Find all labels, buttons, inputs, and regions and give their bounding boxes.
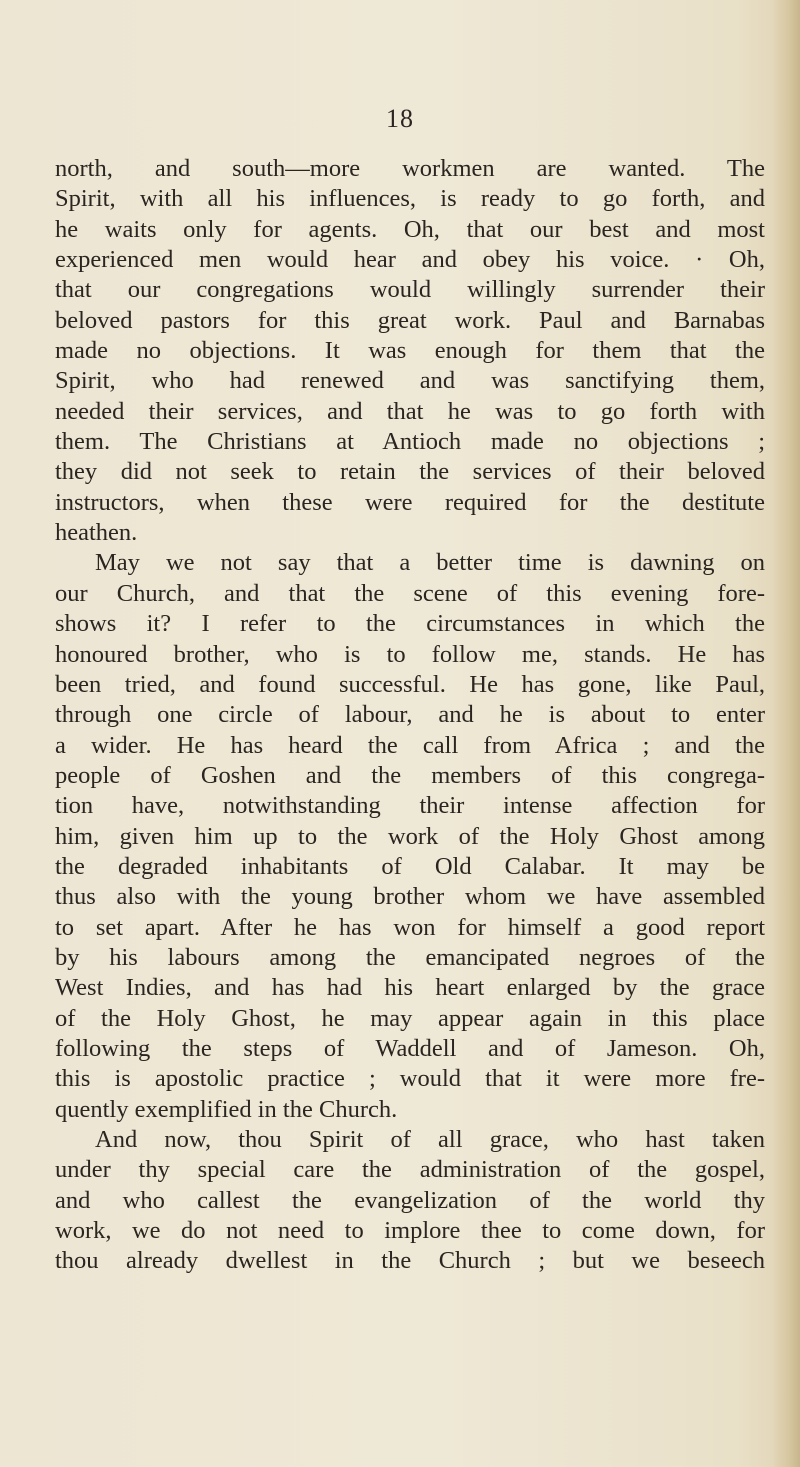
body-text [55,154,765,1277]
text-line: a wider. He has heard the call from Africa ; and the [55,731,765,759]
text-line: through one circle of labour, and he is about to enter [55,701,765,729]
text-line: thus also with the young brother whom we have assembled [55,883,765,911]
text-line: that our congregations would willingly surrender their [55,276,765,304]
text-line: May we not say that a better time is dawning on [95,549,765,577]
text-line: Spirit, with all his influences, is ready to go forth, and [55,185,765,213]
text-line: experienced men would hear and obey his voice. · Oh, [55,246,765,274]
text-line: they did not seek to retain the services of their beloved [55,458,765,486]
text-line: them. The Christians at Antioch made no objections ; [55,428,765,456]
text-line: quently exemplified in the Church. [55,1095,398,1123]
text-line: this is apostolic practice ; would that it were more fre- [55,1065,765,1093]
text-line: And now, thou Spirit of all grace, who hast taken [95,1126,765,1153]
text-line: north, and south—more workmen are wanted. The [55,155,765,182]
page-edge-shadow [772,0,800,1467]
text-line: thou already dwellest in the Church ; but we beseech [55,1247,765,1275]
text-line: West Indies, and has had his heart enlarged by the grace [55,974,765,1002]
text-line: made no objections. It was enough for them that the [55,337,765,365]
text-line: by his labours among the emancipated negroes of the [55,943,765,971]
text-line: to set apart. After he has won for himself a good report [55,913,765,941]
text-line: people of Goshen and the members of this congrega- [55,761,765,789]
page-number: 18 [386,104,414,133]
text-line: tion have, notwithstanding their intense affection for [55,792,765,820]
text-line: he waits only for agents. Oh, that our best and most [55,215,765,243]
text-line: been tried, and found successful. He has gone, like Paul, [55,670,765,698]
text-line: and who callest the evangelization of the world thy [55,1186,765,1214]
text-line: honoured brother, who is to follow me, stands. He has [55,640,765,668]
text-line: under thy special care the administration of the gospel, [55,1156,765,1184]
text-line: him, given him up to the work of the Holy Ghost among [55,822,765,850]
text-line: instructors, when these were required for the destitute [55,488,765,516]
text-line: of the Holy Ghost, he may appear again in this place [55,1004,765,1032]
text-line: our Church, and that the scene of this evening fore- [55,579,765,607]
text-line: heathen. [55,519,138,547]
text-line: shows it? I refer to the circumstances in which the [55,610,765,638]
text-line: beloved pastors for this great work. Paul and Barnabas [55,306,765,334]
text-line: Spirit, who had renewed and was sanctifying them, [55,367,765,395]
text-line: the degraded inhabitants of Old Calabar. It may be [55,852,765,880]
text-line: needed their services, and that he was to go forth with [55,397,765,425]
text-line: following the steps of Waddell and of Jameson. Oh, [55,1034,765,1062]
text-line: work, we do not need to implore thee to come down, for [55,1217,765,1245]
